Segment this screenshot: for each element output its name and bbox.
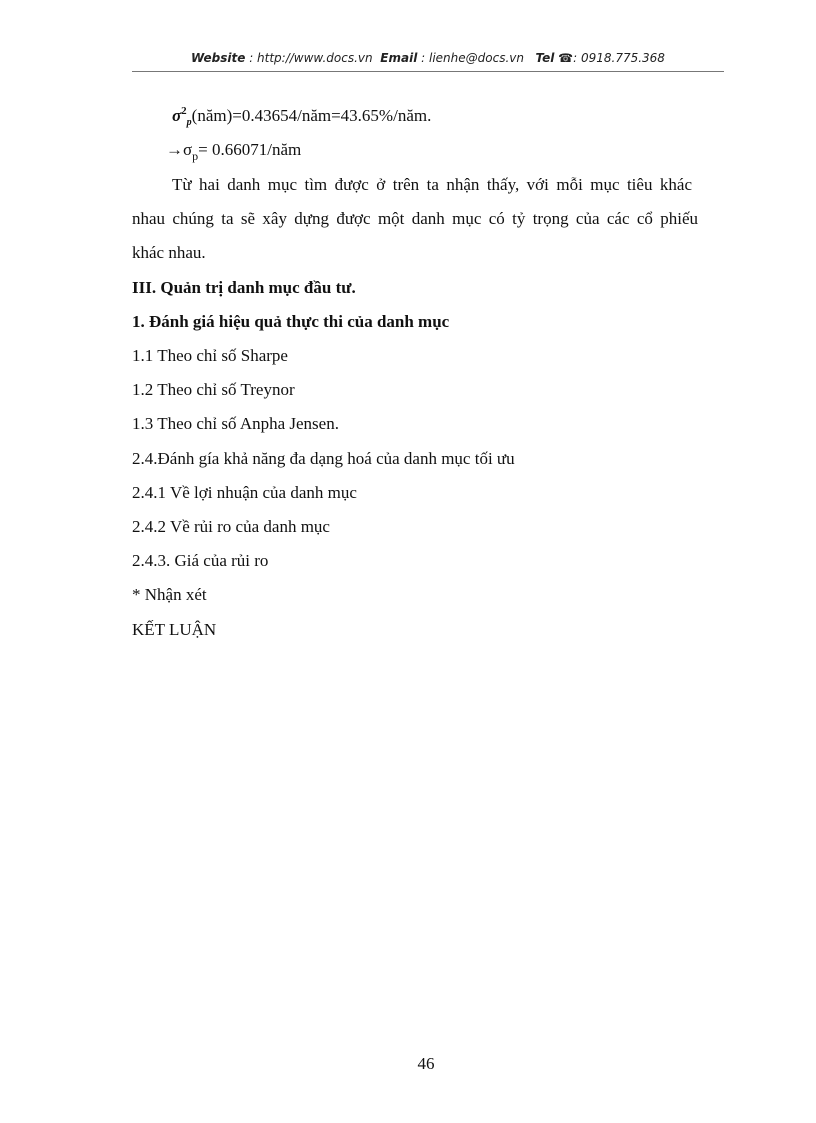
arrow-sigma: →σ (166, 140, 193, 159)
tel-value: : 0918.775.368 (573, 51, 665, 65)
page-header (132, 51, 724, 65)
paragraph-line-3: khác nhau. (132, 243, 206, 262)
list-item: * Nhận xét (132, 585, 207, 604)
stddev-subscript: p (192, 149, 199, 163)
website-value: : http://www.docs.vn (249, 51, 373, 65)
list-item: 2.4.2 Về rủi ro của danh mục (132, 517, 330, 536)
paragraph-line-1: Từ hai danh mục tìm được ở trên ta nhận thấy, với mỗi mục tiêu khác (172, 175, 692, 194)
paragraph-line-2: nhau chúng ta sẽ xây dựng được một danh mục có tỷ trọng của các cổ phiếu (132, 209, 698, 228)
variance-formula-text: (năm)=0.43654/năm=43.65%/năm. (191, 106, 432, 125)
email-value: : lienhe@docs.vn (421, 51, 524, 65)
stddev-formula-text: = 0.66071/năm (198, 140, 302, 159)
list-item: 1.2 Theo chỉ số Treynor (132, 380, 295, 399)
email-label: Email (380, 51, 418, 65)
variance-formula (172, 101, 431, 133)
sigma-symbol: σ (172, 106, 182, 125)
header-rule (132, 71, 724, 72)
list-item: 1.1 Theo chỉ số Sharpe (132, 346, 288, 365)
list-item: 2.4.3. Giá của rủi ro (132, 551, 269, 570)
conclusion-heading: KẾT LUẬN (132, 620, 217, 639)
phone-icon: ☎ (558, 51, 574, 65)
website-label: Website (191, 51, 246, 65)
list-item: 2.4.Đánh gía khả năng đa dạng hoá của danh mục tối ưu (132, 449, 515, 468)
sigma-superscript: 2 (181, 105, 187, 117)
page-number: 46 (417, 1054, 435, 1073)
subsection-heading: 1. Đánh giá hiệu quả thực thi của danh mục (132, 312, 450, 331)
tel-label: Tel (535, 51, 555, 65)
stddev-formula (166, 140, 301, 166)
list-item: 1.3 Theo chỉ số Anpha Jensen. (132, 414, 339, 433)
section-heading: III. Quản trị danh mục đầu tư. (132, 278, 356, 297)
list-item: 2.4.1 Về lợi nhuận của danh mục (132, 483, 357, 502)
sigma-subscript: p (186, 117, 192, 128)
